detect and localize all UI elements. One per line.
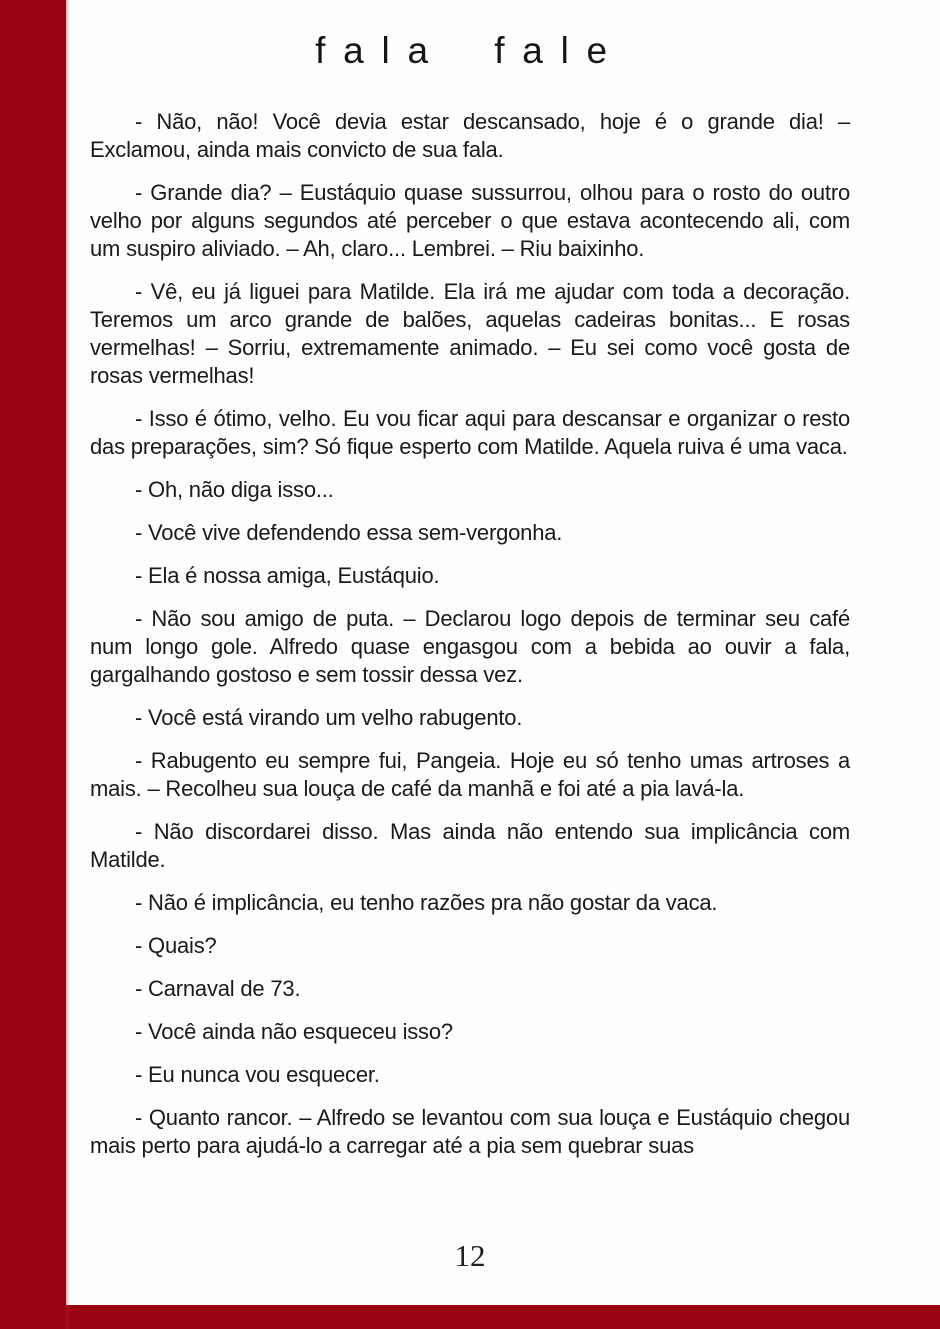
paragraph: - Rabugento eu sempre fui, Pangeia. Hoje eu só tenho umas artroses a mais. – Recolheu sua louça de café da manhã e foi até a pia lavá-la. [90,748,850,801]
paragraph: - Oh, não diga isso... [135,477,334,502]
body-text [90,108,850,1175]
paragraph: - Você vive defendendo essa sem-vergonha. [135,520,563,545]
paragraph: - Vê, eu já liguei para Matilde. Ela irá me ajudar com toda a decoração. Teremos um arco grande de balões, aquelas cadeiras bonitas... E rosas vermelhas! – Sorriu, extremamente animado. – Eu sei como você gosta de rosas vermelhas! [90,279,850,388]
paragraph: - Quanto rancor. – Alfredo se levantou com sua louça e Eustáquio chegou mais perto para ajudá-lo a carregar até a pia sem quebrar suas [90,1105,850,1158]
left-accent-bar-seam [66,0,70,1329]
page-title: fala fale [315,30,625,71]
paragraph: - Não é implicância, eu tenho razões pra não gostar da vaca. [135,890,718,915]
left-accent-bar [0,0,66,1329]
paragraph: - Você está virando um velho rabugento. [135,705,523,730]
paragraph: - Grande dia? – Eustáquio quase sussurrou, olhou para o rosto do outro velho por alguns segundos até perceber o que estava acontecendo ali, com um suspiro aliviado. – Ah, claro... Lembrei. – Riu baixinho. [90,180,850,261]
page-number: 12 [454,1238,486,1273]
bottom-accent-bar [0,1305,940,1329]
paragraph: - Não, não! Você devia estar descansado, hoje é o grande dia! – Exclamou, ainda mais convicto de sua fala. [90,109,850,162]
paragraph: - Ela é nossa amiga, Eustáquio. [135,563,440,588]
paragraph: - Você ainda não esqueceu isso? [135,1019,453,1044]
paragraph: - Quais? [135,933,217,958]
paragraph: - Eu nunca vou esquecer. [135,1062,380,1087]
paragraph: - Isso é ótimo, velho. Eu vou ficar aqui para descansar e organizar o resto das preparações, sim? Só fique esperto com Matilde. Aquela ruiva é uma vaca. [90,406,850,459]
paragraph: - Não discordarei disso. Mas ainda não entendo sua implicância com Matilde. [90,819,850,872]
paragraph: - Não sou amigo de puta. – Declarou logo depois de terminar seu café num longo gole. Alfredo quase engasgou com a bebida ao ouvir a fala, gargalhando gostoso e sem tossir dessa vez. [90,606,850,687]
paragraph: - Carnaval de 73. [135,976,301,1001]
